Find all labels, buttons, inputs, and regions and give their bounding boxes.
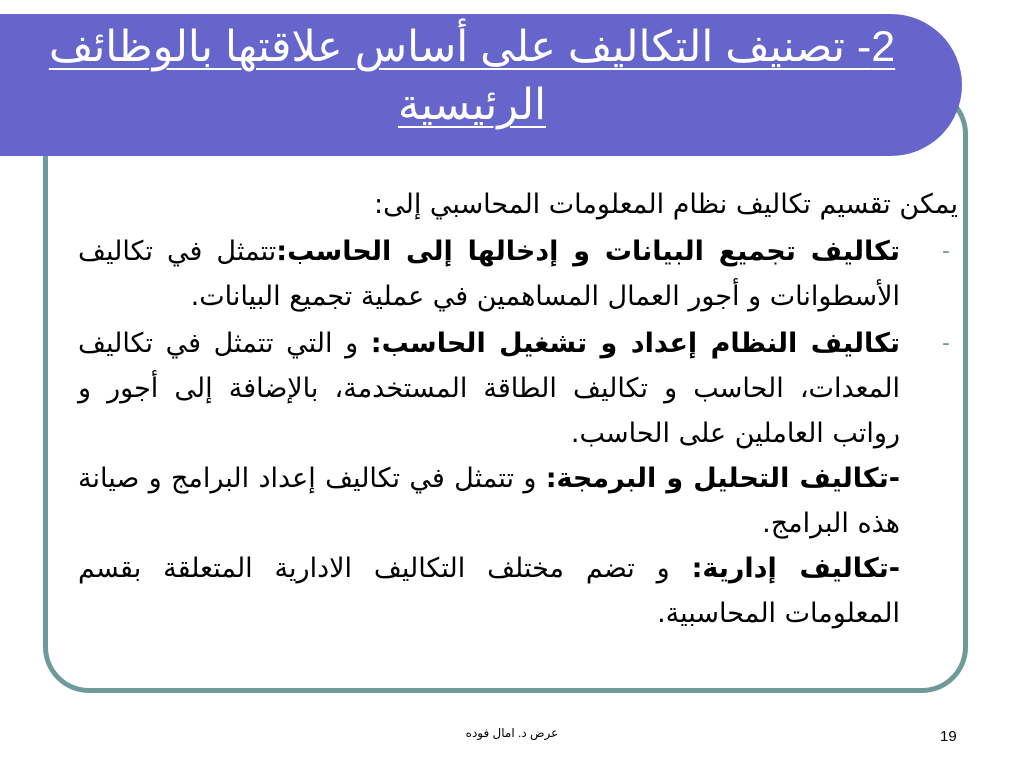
footer-author: عرض د. امال فوده: [465, 726, 559, 740]
bullet-list: [78, 229, 958, 636]
sub-item-heading: تكاليف التحليل و البرمجة:: [545, 463, 889, 494]
sub-item-body: و تتمثل في تكاليف إعداد البرامج و صيانة هذه البرامج.: [78, 463, 900, 539]
sub-item-prefix: -: [888, 463, 900, 494]
sub-item-body: و تضم مختلف التكاليف الادارية المتعلقة بقسم المعلومات المحاسبية.: [78, 553, 900, 629]
sub-item: [78, 546, 900, 636]
page-number: 19: [940, 728, 957, 745]
bullet-item: [78, 229, 958, 319]
sub-item: [78, 456, 900, 546]
bullet-heading: تكاليف النظام إعداد و تشغيل الحاسب:: [370, 328, 900, 359]
bullet-heading: تكاليف تجميع البيانات و إدخالها إلى الحاسب:: [276, 236, 900, 267]
bullet-item: [78, 321, 958, 636]
bullet-marker: -: [942, 239, 950, 264]
slide-content: [78, 182, 958, 636]
sub-item-prefix: -: [888, 553, 900, 584]
title-bar: [0, 14, 962, 156]
bullet-marker: -: [942, 331, 950, 356]
intro-text: يمكن تقسيم تكاليف نظام المعلومات المحاسبي إلى:: [374, 189, 958, 220]
sub-item-heading: تكاليف إدارية:: [691, 553, 889, 584]
slide-title: 2- تصنيف التكاليف على أساس علاقتها بالوظائف الرئيسية: [48, 23, 896, 129]
bullet-body: و التي تتمثل في تكاليف المعدات، الحاسب و تكاليف الطاقة المستخدمة، بالإضافة إلى أجور و رواتب العاملين على الحاسب.: [78, 328, 900, 449]
bullet-body: تتمثل في تكاليف الأسطوانات و أجور العمال المساهمين في عملية تجميع البيانات.: [78, 236, 900, 312]
